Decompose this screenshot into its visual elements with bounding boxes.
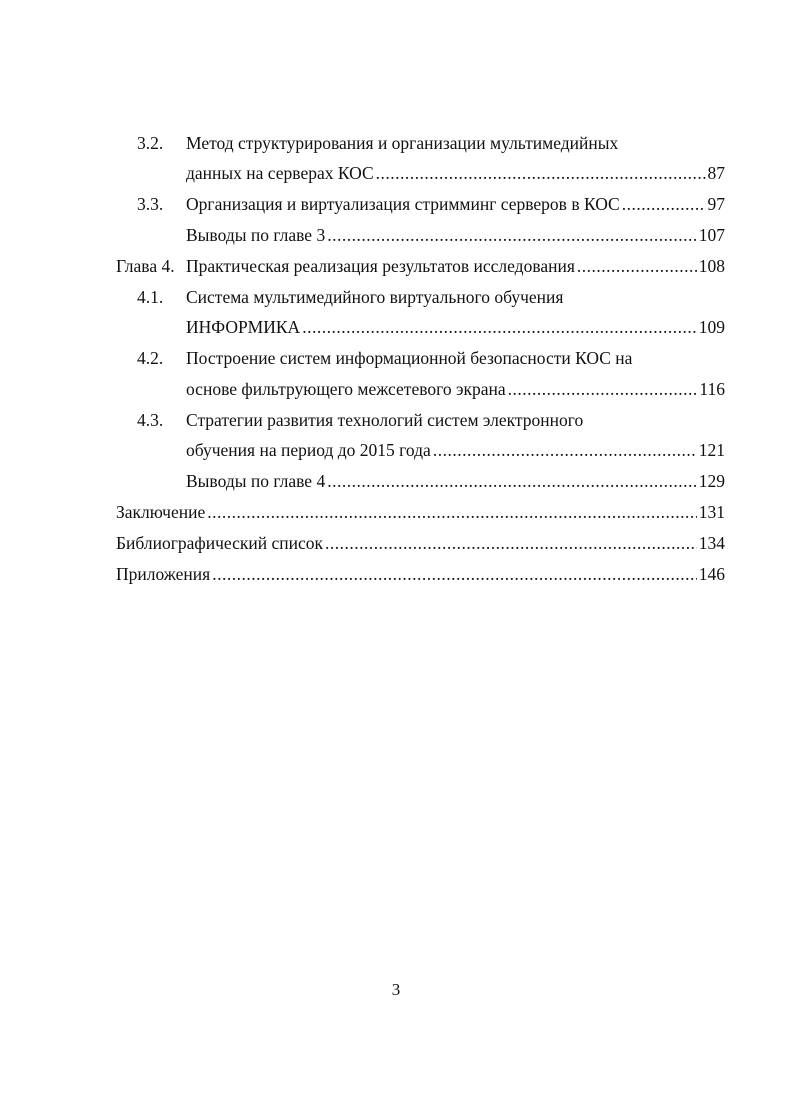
toc-entry-3-3 xyxy=(186,192,725,216)
toc-number-3-2 xyxy=(137,131,163,155)
toc-entry-text: Организация и виртуализация стримминг серверов в КОС xyxy=(186,194,620,214)
toc-entry-conclusion xyxy=(116,500,725,524)
toc-number: 4.1. xyxy=(137,287,164,307)
leader-dots xyxy=(207,500,697,524)
toc-entry-4-3-line2 xyxy=(186,438,725,462)
leader-dots xyxy=(212,562,697,586)
toc-entry-bibliography xyxy=(116,531,725,555)
toc-entry-text: Построение систем информационной безопасности КОС на xyxy=(186,348,633,368)
toc-entry-4-3-line1 xyxy=(186,408,583,432)
toc-entry-text: Практическая реализация результатов исследования xyxy=(186,256,575,276)
toc-entry-text: Выводы по главе 4 xyxy=(186,471,326,491)
toc-number-chapter-4 xyxy=(116,254,175,278)
toc-page-number: 129 xyxy=(698,471,725,491)
leader-dots xyxy=(508,377,698,401)
toc-page-number: 146 xyxy=(698,564,725,584)
toc-page-number: 97 xyxy=(707,194,725,214)
toc-number-4-1 xyxy=(137,285,163,309)
toc-page-number: 116 xyxy=(699,379,725,399)
leader-dots xyxy=(376,161,706,185)
toc-page-number: 109 xyxy=(698,317,725,337)
toc-number: 3.2. xyxy=(137,133,164,153)
toc-entry-conclusions-4 xyxy=(186,469,725,493)
toc-entry-text: данных на серверах КОС xyxy=(186,163,374,183)
toc-entry-text: Библиографический список xyxy=(116,533,324,553)
toc-number-3-3 xyxy=(137,192,163,216)
toc-entry-4-1-line2 xyxy=(186,315,725,339)
toc-entry-text: обучения на период до 2015 года xyxy=(186,440,431,460)
leader-dots xyxy=(327,223,697,247)
toc-page-number: 134 xyxy=(698,533,725,553)
toc-entry-text: Приложения xyxy=(116,564,211,584)
leader-dots xyxy=(433,438,697,462)
toc-entry-text: Выводы по главе 3 xyxy=(186,225,326,245)
toc-page-number: 121 xyxy=(698,440,725,460)
toc-entry-3-2-line2 xyxy=(186,161,725,185)
toc-entry-conclusions-3 xyxy=(186,223,725,247)
toc-entry-text: основе фильтрующего межсетевого экрана xyxy=(186,379,506,399)
leader-dots xyxy=(302,315,697,339)
toc-entry-chapter-4 xyxy=(186,254,725,278)
toc-entry-3-2-line1 xyxy=(186,131,618,155)
toc-entry-4-2-line2 xyxy=(186,377,725,401)
leader-dots xyxy=(577,254,697,278)
toc-page-number: 87 xyxy=(707,163,725,183)
toc-entry-text: Стратегии развития технологий систем электронного xyxy=(186,410,584,430)
toc-entry-text: Метод структурирования и организации мультимедийных xyxy=(186,133,619,153)
toc-number: 3.3. xyxy=(137,194,164,214)
toc-number-4-2 xyxy=(137,346,163,370)
page-number: 3 xyxy=(391,980,401,999)
toc-entry-text: Заключение xyxy=(116,502,206,522)
toc-number: 4.2. xyxy=(137,348,164,368)
toc-page-number: 107 xyxy=(698,225,725,245)
toc-number: Глава 4. xyxy=(116,256,175,276)
leader-dots xyxy=(622,192,706,216)
toc-entry-text: Система мультимедийного виртуального обучения xyxy=(186,287,564,307)
leader-dots xyxy=(327,469,697,493)
toc-page-number: 131 xyxy=(698,502,725,522)
toc-number-4-3 xyxy=(137,408,163,432)
toc-entry-appendices xyxy=(116,562,725,586)
toc-entry-text: ИНФОРМИКА xyxy=(186,317,301,337)
toc-entry-4-1-line1 xyxy=(186,285,563,309)
toc-entry-4-2-line1 xyxy=(186,346,632,370)
leader-dots xyxy=(325,531,697,555)
toc-page-number: 108 xyxy=(698,256,725,276)
toc-number: 4.3. xyxy=(137,410,164,430)
